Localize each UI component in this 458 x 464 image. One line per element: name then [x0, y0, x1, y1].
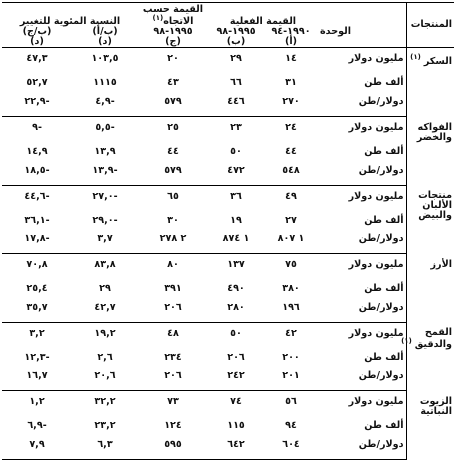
- price-change-table: [2, 2, 454, 460]
- table-row: [2, 234, 454, 253]
- product-name-line: الزيوت: [419, 395, 453, 407]
- table-row: [2, 117, 454, 148]
- unit-cell: ألف طن: [364, 146, 404, 158]
- value-a-cell: ٥٤٨: [264, 166, 318, 185]
- value-b-cell: ٦٤٢: [208, 440, 264, 460]
- value-a-cell: ٤٢: [285, 327, 297, 339]
- value-a-cell: ٥٦: [285, 396, 297, 408]
- pct-d1-cell: ١٣,٩: [94, 146, 116, 158]
- value-a-cell: ٩٤: [285, 420, 297, 432]
- pct-d2-cell: ٧٠,٨: [26, 259, 48, 271]
- header-products: المنتجات: [406, 3, 454, 48]
- header-actual-value: القيمة الفعلية: [229, 16, 297, 28]
- pct-d2-cell: -٦,٩: [27, 420, 47, 432]
- table-row: [2, 166, 454, 185]
- pct-d2-cell: -٩: [32, 122, 42, 133]
- header-pct-change: النسبة المئوية للتغيير: [19, 16, 121, 28]
- pct-d1-cell: ١١١٥: [93, 77, 117, 89]
- pct-d1-cell: ٢,٦: [97, 351, 113, 363]
- pct-d2-cell: -١٨,٥: [2, 166, 72, 185]
- value-c-cell: ٥٩٥: [138, 440, 208, 460]
- value-b-cell: ٤٧٢: [208, 166, 264, 185]
- product-name-line: الفواكه: [417, 121, 453, 133]
- value-c-cell: ٦٥: [167, 190, 179, 202]
- product-name: [406, 254, 454, 323]
- value-a-cell: ٢٤: [285, 122, 297, 133]
- value-c-cell: ٢ ٢٧٨: [138, 234, 208, 253]
- product-name: [401, 322, 454, 391]
- value-b-cell: ١ ٨٧٤: [208, 234, 264, 253]
- value-a-cell: ٢٠٠: [282, 351, 300, 363]
- value-c-cell: ٢٠٦: [138, 371, 208, 390]
- table-row: [2, 254, 454, 285]
- value-a-cell: ٣١: [285, 77, 297, 89]
- table-row: [2, 353, 454, 372]
- value-a-cell: ٣٨٠: [282, 283, 300, 295]
- pct-d2-cell: ٧,٩: [2, 440, 72, 460]
- value-c-cell: ٥٧٩: [138, 97, 208, 116]
- pct-d1-cell: -٤,٩: [72, 97, 138, 116]
- pct-d1-cell: ٢٣,٢: [94, 420, 116, 432]
- table-body: [2, 48, 454, 460]
- pct-d2-cell: ١,٢: [29, 396, 45, 408]
- pct-d1-cell: ٦,٣: [72, 440, 138, 460]
- unit-cell: مليون دولار: [348, 396, 404, 408]
- value-a-cell: ١٩٦: [264, 303, 318, 322]
- product-name-line: القمح: [424, 327, 453, 339]
- table-row: [2, 147, 454, 166]
- value-b-cell: ٢٠٦: [227, 351, 245, 363]
- value-b-cell: ١٣٧: [227, 259, 245, 271]
- value-b-cell: ٥٠: [230, 327, 242, 339]
- value-a-cell: ٧٥: [285, 259, 297, 271]
- value-c-cell: ٤٣: [167, 77, 179, 89]
- pct-d2-cell: -٤٤,٦: [24, 190, 50, 202]
- pct-d1-cell: ١٠٣,٥: [91, 53, 119, 65]
- pct-d1-cell: ٤٢,٧: [72, 303, 138, 322]
- table-row: [2, 185, 454, 216]
- product-footnote-mark: (١): [410, 53, 421, 62]
- value-c-cell: ٢٠: [167, 53, 179, 65]
- header-formula-2: (ب/ج): [22, 26, 52, 38]
- value-b-cell: ٥٠: [230, 146, 242, 158]
- value-a-cell: ٤٤: [285, 146, 297, 158]
- value-c-cell: ٣٠: [167, 214, 179, 226]
- product-name-line: والبيض: [418, 210, 453, 222]
- unit-cell: دولار/طن: [318, 371, 406, 390]
- table-row: [2, 48, 454, 79]
- header-letter-d1: (د): [72, 37, 138, 48]
- value-a-cell: ٢٧٠: [264, 97, 318, 116]
- table-row: [2, 371, 454, 390]
- value-c-cell: ٤٨: [167, 327, 179, 339]
- table-row: [2, 322, 454, 353]
- pct-d2-cell: -١٧,٨: [2, 234, 72, 253]
- pct-d2-cell: ٣,٢: [29, 327, 45, 339]
- unit-cell: مليون دولار: [348, 259, 404, 271]
- product-name: [406, 48, 454, 117]
- unit-cell: مليون دولار: [348, 122, 404, 133]
- value-a-cell: ٤٩: [285, 190, 297, 202]
- pct-d2-cell: ٤٧,٣: [26, 53, 48, 65]
- header-unit-blank: [318, 37, 406, 48]
- product-name-line: الألبان: [422, 200, 453, 212]
- pct-d1-cell: ٣,٧: [72, 234, 138, 253]
- unit-cell: ألف طن: [364, 351, 404, 363]
- value-c-cell: ٢٥: [167, 122, 179, 133]
- value-c-cell: ٨٠: [167, 259, 179, 271]
- pct-d2-cell: -٢٢,٩: [2, 97, 72, 116]
- unit-cell: دولار/طن: [318, 97, 406, 116]
- unit-cell: مليون دولار: [348, 53, 404, 65]
- header-unit: الوحدة: [320, 26, 352, 38]
- value-c-cell: ٣٩١: [164, 283, 182, 295]
- pct-d1-cell: ٣٢,٢: [94, 396, 116, 408]
- pct-d1-cell: ٨٣,٨: [94, 259, 116, 271]
- header-row-3: [2, 37, 454, 48]
- header-period-2: ١٩٩٥-٩٨: [216, 26, 256, 38]
- product-name-line: والخضر: [416, 131, 453, 143]
- pct-d2-cell: ١٦,٧: [2, 371, 72, 390]
- value-c-cell: ٥٧٩: [138, 166, 208, 185]
- table-row: [2, 440, 454, 460]
- unit-cell: مليون دولار: [348, 327, 404, 339]
- value-b-cell: ٤٩٠: [227, 283, 245, 295]
- value-b-cell: ٧٤: [230, 396, 242, 408]
- value-c-cell: ٤٤: [167, 146, 179, 158]
- header-trend-note: (١): [152, 14, 164, 23]
- value-b-cell: ٣٦: [230, 190, 242, 202]
- product-name-line: منتجات: [418, 190, 453, 202]
- value-b-cell: ٤٤٦: [208, 97, 264, 116]
- product-name-line: والدقيق: [414, 339, 453, 351]
- value-a-cell: ٦٠٤: [264, 440, 318, 460]
- unit-cell: ألف طن: [364, 420, 404, 432]
- unit-cell: دولار/طن: [318, 440, 406, 460]
- pct-d2-cell: ٥٢,٧: [26, 77, 48, 89]
- table-row: [2, 421, 454, 440]
- product-name: [406, 117, 454, 186]
- value-b-cell: ٢٣: [230, 122, 242, 133]
- table-row: [2, 216, 454, 235]
- unit-cell: ألف طن: [364, 77, 404, 89]
- value-b-cell: ٦٦: [230, 77, 242, 89]
- value-b-cell: ٢٤٢: [208, 371, 264, 390]
- unit-cell: ألف طن: [364, 214, 404, 226]
- value-c-cell: ١٢٤: [164, 420, 182, 432]
- table-row: [2, 284, 454, 303]
- pct-d2-cell: ٢٥,٤: [26, 283, 48, 295]
- pct-d1-cell: ٢٠,٦: [72, 371, 138, 390]
- value-a-cell: ١٤: [285, 53, 297, 65]
- product-name-line: الأرز: [430, 258, 453, 270]
- statistics-document: [2, 2, 454, 460]
- pct-d1-cell: -٢٩,٠: [92, 214, 118, 226]
- product-name-line: النباتية: [420, 405, 453, 417]
- header-trend-value: [138, 3, 208, 28]
- header-trend-line2: الاتجاه: [163, 16, 194, 28]
- header-period-1: ١٩٩٠-٩٤: [271, 26, 311, 38]
- table-row: [2, 78, 454, 97]
- unit-cell: دولار/طن: [318, 166, 406, 185]
- table-row: [2, 97, 454, 116]
- value-b-cell: ٢٨٠: [208, 303, 264, 322]
- header-letter-a: (أ): [264, 37, 318, 48]
- header-period-3: ١٩٩٥-٩٨: [153, 26, 193, 38]
- pct-d1-cell: ١٩,٢: [94, 327, 116, 339]
- pct-d2-cell: ١٤,٩: [26, 146, 48, 158]
- unit-cell: دولار/طن: [318, 303, 406, 322]
- table-row: [2, 391, 454, 422]
- pct-d1-cell: ٢٩: [99, 283, 111, 295]
- product-name-line: السكر: [423, 55, 453, 67]
- value-a-cell: ٢٠١: [264, 371, 318, 390]
- product-footnote-mark: (١): [401, 337, 412, 346]
- header-letter-b: (ب): [208, 37, 264, 48]
- pct-d2-cell: ٣٥,٧: [2, 303, 72, 322]
- unit-cell: مليون دولار: [348, 190, 404, 202]
- value-c-cell: ٢٣٤: [164, 351, 182, 363]
- value-b-cell: ٢٩: [230, 53, 242, 65]
- pct-d2-cell: -١٢,٣: [24, 351, 50, 363]
- value-b-cell: ١١٥: [227, 420, 245, 432]
- pct-d1-cell: -١٣,٩: [72, 166, 138, 185]
- pct-d1-cell: -٥,٥: [95, 122, 115, 133]
- product-name: [406, 391, 454, 460]
- unit-cell: دولار/طن: [318, 234, 406, 253]
- value-c-cell: ٢٠٦: [138, 303, 208, 322]
- table-row: [2, 303, 454, 322]
- header-letter-c: (ج): [138, 37, 208, 48]
- product-name: [406, 185, 454, 254]
- unit-cell: ألف طن: [364, 283, 404, 295]
- pct-d1-cell: -٢٧,٠: [92, 190, 118, 202]
- header-row-1: [2, 3, 454, 28]
- value-a-cell: ١ ٨٠٧: [264, 234, 318, 253]
- pct-d2-cell: -٣٦,١: [24, 214, 50, 226]
- value-b-cell: ١٩: [230, 214, 242, 226]
- header-trend-line1: القيمة حسب: [142, 4, 204, 15]
- value-c-cell: ٧٣: [167, 396, 179, 408]
- header-letter-d2: (د): [2, 37, 72, 48]
- header-formula-1: (ب/أ): [92, 26, 118, 38]
- value-a-cell: ٢٧: [285, 214, 297, 226]
